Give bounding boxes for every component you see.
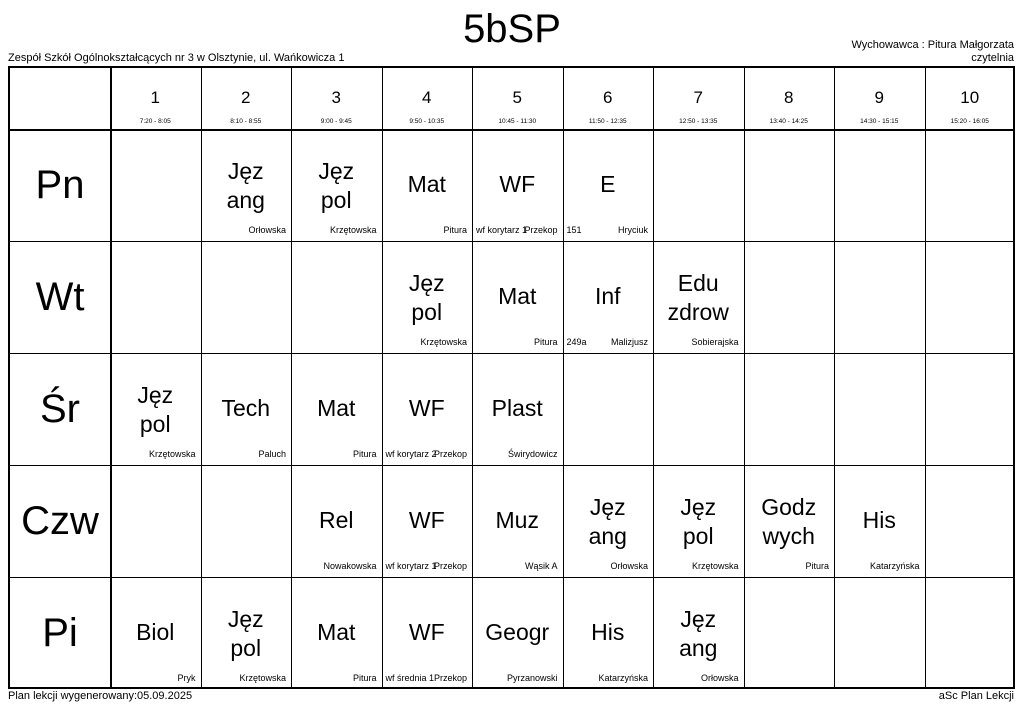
lesson-subject [834,506,925,535]
lesson-subject [563,618,654,647]
lesson-teacher: Przekop [433,673,467,683]
subject-line: ang [588,523,627,549]
lesson-cell[interactable] [563,577,654,689]
lesson-cell[interactable] [834,465,925,577]
lesson-cell[interactable] [201,577,292,689]
period-time: 13:40 - 14:25 [769,118,808,125]
period-number: 9 [874,88,884,107]
lesson-room: wf średnia 1 [385,673,435,683]
lesson-subject [472,506,563,535]
lesson-subject [382,506,473,535]
lesson-teacher: Przekop [524,225,558,235]
lesson-cell[interactable] [744,465,835,577]
subject-line: Godz [761,494,817,520]
period-time: 8:10 - 8:55 [230,118,262,125]
subject-line: Jęz [227,606,264,632]
lesson-subject [201,157,292,215]
subject-line: pol [320,187,352,213]
period-number: 1 [150,88,160,107]
period-number: 5 [512,88,522,107]
lesson-cell[interactable] [472,241,563,353]
period-number: 10 [960,88,980,107]
period-time: 9:50 - 10:35 [409,118,445,125]
lesson-subject [382,618,473,647]
lesson-teacher: Świrydowicz [507,449,558,459]
lesson-subject [472,618,563,647]
column-divider [744,68,745,687]
subject-line: ang [226,187,265,213]
lesson-cell[interactable] [653,577,744,689]
period-time: 7:20 - 8:05 [139,118,171,125]
subject-line: Biol [136,619,175,645]
period-header [925,68,1016,129]
subject-line: WF [408,619,445,645]
lesson-cell[interactable] [382,465,473,577]
period-header [744,68,835,129]
subject-line: Jęz [408,270,445,296]
lesson-subject [291,157,382,215]
lesson-teacher: Pitura [533,337,558,347]
period-number: 6 [603,88,613,107]
period-number: 7 [693,88,703,107]
lesson-subject [653,269,744,327]
timetable-title: 5bSP [463,7,561,51]
lesson-teacher: Krzętowska [691,561,739,571]
lesson-subject [472,170,563,199]
lesson-teacher: Malizjusz [610,337,648,347]
subject-line: WF [408,395,445,421]
lesson-cell[interactable] [563,465,654,577]
lesson-subject [472,282,563,311]
lesson-teacher: Krzętowska [148,449,196,459]
subject-line: E [600,171,616,197]
lesson-teacher: Pitura [352,673,377,683]
lesson-teacher: Pryk [177,673,196,683]
subject-line: Mat [317,395,356,421]
lesson-subject [201,605,292,663]
period-time: 9:00 - 9:45 [320,118,352,125]
lesson-subject [110,618,201,647]
lesson-subject [744,493,835,551]
lesson-subject [382,170,473,199]
subject-line: pol [230,635,262,661]
lesson-subject [653,493,744,551]
period-number: 2 [241,88,251,107]
lesson-subject [382,269,473,327]
subject-line: pol [682,523,714,549]
subject-line: Edu [677,270,719,296]
lesson-cell[interactable] [291,577,382,689]
period-header [834,68,925,129]
day-label: Śr [40,387,80,431]
subject-line: pol [411,299,443,325]
lesson-cell[interactable] [563,129,654,241]
lesson-cell[interactable] [110,577,201,689]
day-label: Czw [21,499,99,543]
lesson-teacher: Przekop [433,561,467,571]
lesson-teacher: Hryciuk [617,225,648,235]
period-time: 15:20 - 16:05 [950,118,989,125]
subject-line: WF [499,171,536,197]
subject-line: wych [762,523,815,549]
subject-line: WF [408,507,445,533]
lesson-cell[interactable] [653,465,744,577]
period-header [653,68,744,129]
generated-date: Plan lekcji wygenerowany:05.09.2025 [8,690,193,702]
lesson-subject [291,506,382,535]
period-time: 11:50 - 12:35 [588,118,627,125]
subject-line: Jęz [137,382,174,408]
subject-line: Muz [495,507,539,533]
lesson-room: 249a [566,337,587,347]
column-divider [925,68,926,687]
lesson-teacher: Pitura [805,561,829,571]
lesson-cell[interactable] [201,129,292,241]
day-label: Wt [35,275,85,319]
subject-line: His [591,619,625,645]
lesson-teacher: Orłowska [248,225,286,235]
lesson-cell[interactable] [382,241,473,353]
lesson-cell[interactable] [653,241,744,353]
lesson-cell[interactable] [291,353,382,465]
subject-line: Mat [317,619,356,645]
subject-line: Inf [594,283,621,309]
period-number: 4 [422,88,432,107]
lesson-subject [472,394,563,423]
period-number: 8 [784,88,794,107]
period-number: 3 [331,88,341,107]
period-header [201,68,292,129]
lesson-subject [563,170,654,199]
lesson-teacher: Orłowska [700,673,739,683]
lesson-subject [291,618,382,647]
day-label: Pn [35,163,85,207]
lesson-cell[interactable] [472,577,563,689]
lesson-teacher: Krzętowska [329,225,377,235]
lesson-cell[interactable] [291,129,382,241]
lesson-cell[interactable] [472,129,563,241]
lesson-teacher: Krzętowska [420,337,467,347]
lesson-teacher: Wąsik A [524,561,558,571]
timetable-grid [8,66,1015,689]
period-header [382,68,473,129]
lesson-teacher: Sobierajska [691,337,739,347]
subject-line: ang [679,635,718,661]
subject-line: Tech [221,395,271,421]
lesson-subject [563,282,654,311]
period-time: 10:45 - 11:30 [498,118,537,125]
tutor-info [851,39,1014,65]
column-divider [834,68,835,687]
subject-line: pol [139,411,171,437]
lesson-cell[interactable] [110,353,201,465]
lesson-room: wf korytarz 1 [476,225,528,235]
lesson-subject [563,493,654,551]
subject-line: Jęz [589,494,626,520]
lesson-cell[interactable] [201,353,292,465]
lesson-teacher: Katarzyńska [598,673,648,683]
lesson-subject [653,605,744,663]
lesson-teacher: Przekop [433,449,467,459]
lesson-teacher: Nowakowska [323,561,377,571]
lesson-cell[interactable] [472,353,563,465]
period-header [291,68,382,129]
lesson-cell[interactable] [291,465,382,577]
lesson-cell[interactable] [472,465,563,577]
lesson-teacher: Pyrzanowski [506,673,558,683]
subject-line: His [862,507,896,533]
subject-line: Jęz [318,158,355,184]
class-room: czytelnia [971,52,1014,64]
subject-line: Mat [407,171,446,197]
lesson-cell[interactable] [382,353,473,465]
day-label: Pi [42,611,78,655]
period-header [472,68,563,129]
subject-line: Jęz [227,158,264,184]
school-name: Zespół Szkół Ogólnokształcących nr 3 w Olsztynie, ul. Wańkowicza 1 [8,52,345,64]
lesson-subject [110,381,201,439]
subject-line: Rel [318,507,354,533]
lesson-cell[interactable] [382,129,473,241]
subject-line: Mat [498,283,537,309]
lesson-teacher: Katarzyńska [869,561,920,571]
lesson-subject [201,394,292,423]
lesson-teacher: Pitura [352,449,377,459]
subject-line: Geogr [485,619,550,645]
lesson-teacher: Orłowska [610,561,648,571]
subject-line: Jęz [680,606,717,632]
period-header [110,68,201,129]
lesson-teacher: Pitura [443,225,467,235]
lesson-teacher: Krzętowska [239,673,286,683]
lesson-room: 151 [566,225,582,235]
period-header [563,68,654,129]
lesson-subject [382,394,473,423]
lesson-subject [291,394,382,423]
lesson-room: wf korytarz 1 [385,561,437,571]
lesson-teacher: Paluch [258,449,286,459]
lesson-cell[interactable] [563,241,654,353]
lesson-room: wf korytarz 2 [385,449,437,459]
subject-line: zdrow [667,299,729,325]
lesson-cell[interactable] [382,577,473,689]
period-time: 12:50 - 13:35 [679,118,718,125]
app-credit: aSc Plan Lekcji [938,690,1014,702]
subject-line: Jęz [680,494,717,520]
period-time: 14:30 - 15:15 [860,118,899,125]
tutor-name: Wychowawca : Pitura Małgorzata [851,39,1014,51]
subject-line: Plast [491,395,543,421]
